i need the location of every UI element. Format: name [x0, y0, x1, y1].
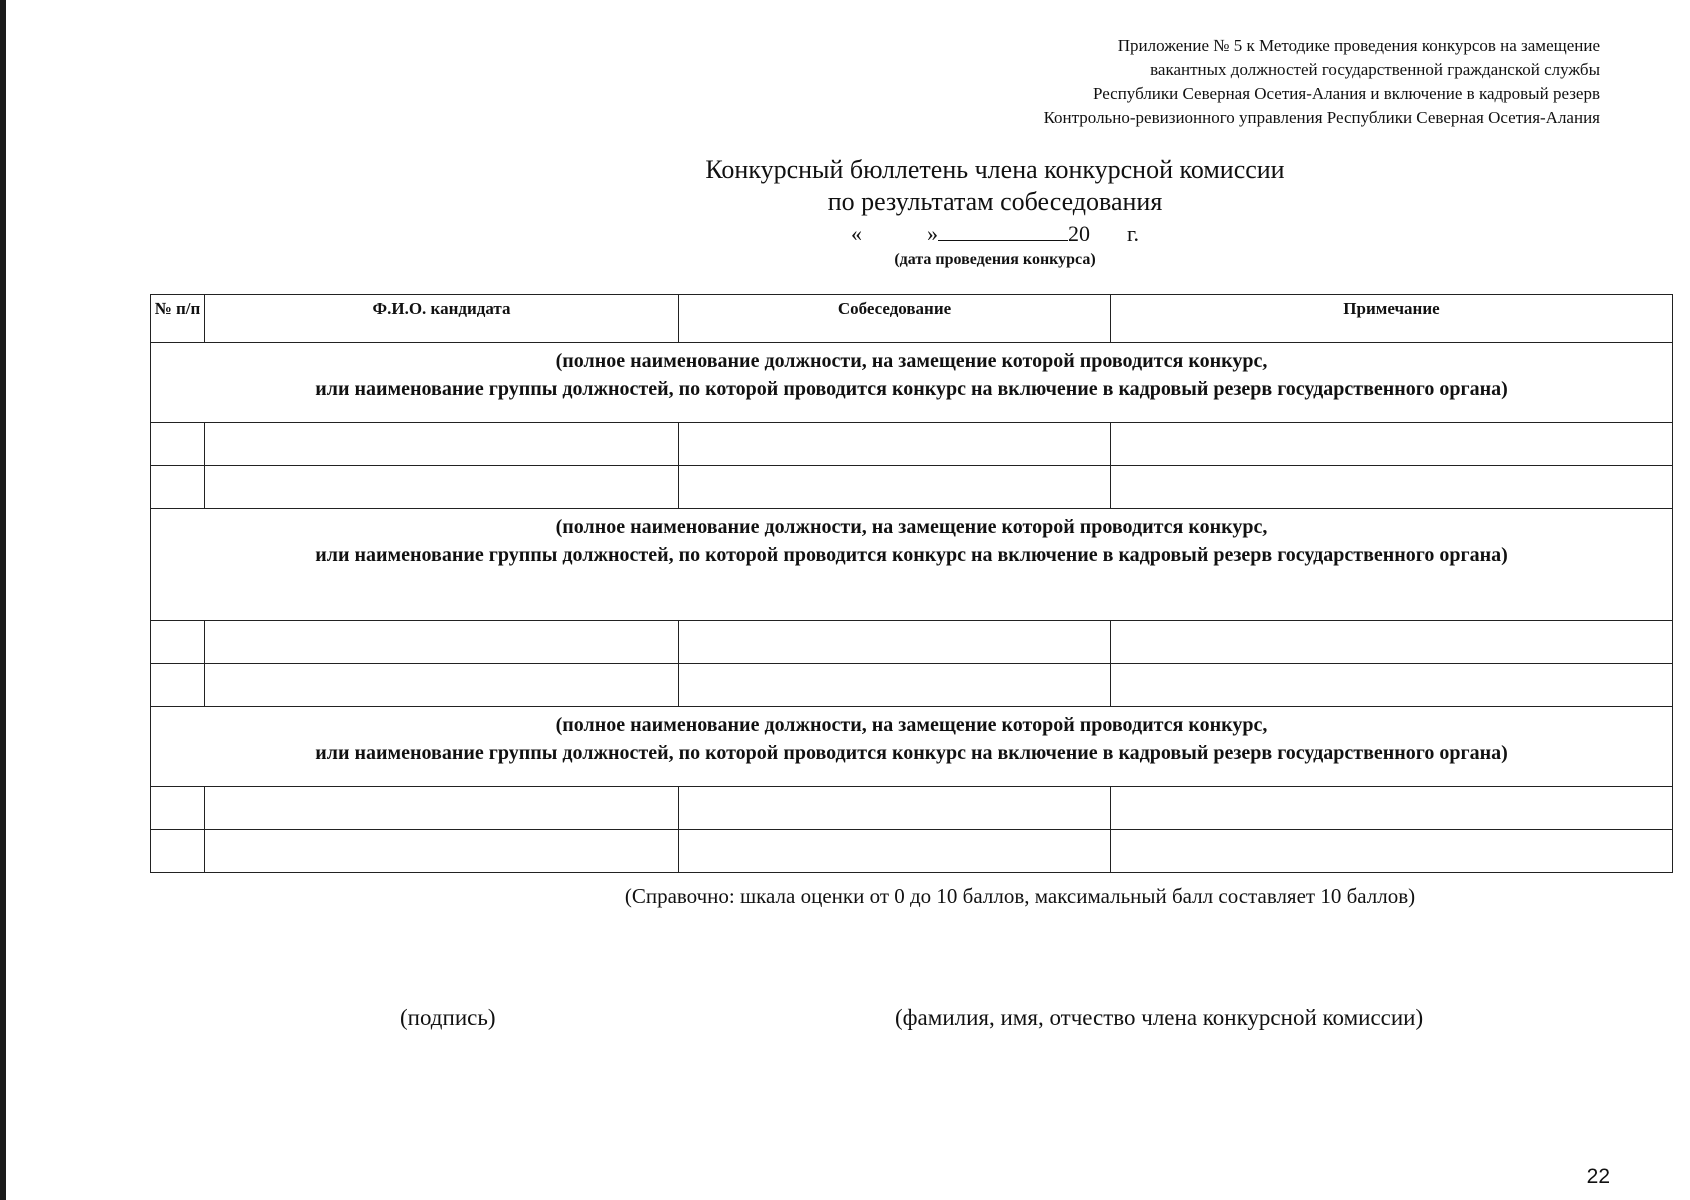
date-open-quote: « — [850, 221, 862, 246]
candidate-name-cell[interactable] — [205, 787, 679, 830]
ballot-title — [525, 154, 1465, 272]
table-row — [151, 787, 1673, 830]
position-group-label — [151, 707, 1673, 787]
column-header-interview: Собеседование — [679, 295, 1111, 343]
note-cell[interactable] — [1111, 423, 1673, 466]
date-caption: (дата проведения конкурса) — [894, 251, 1096, 268]
table-header-row — [151, 295, 1673, 343]
note-cell[interactable] — [1111, 830, 1673, 873]
note-cell[interactable] — [1111, 466, 1673, 509]
column-header-name: Ф.И.О. кандидата — [205, 295, 679, 343]
appendix-note-line: Контрольно-ревизионного управления Республики Северная Осетия-Алания — [1043, 108, 1600, 127]
number-cell[interactable] — [151, 621, 205, 664]
member-name-caption: (фамилия, имя, отчество члена конкурсной комиссии) — [895, 1005, 1424, 1030]
position-group-line: или наименование группы должностей, по которой проводится конкурс на включение в кадровый резерв государственного органа) — [315, 544, 1508, 566]
column-header-number: № п/п — [151, 295, 205, 343]
appendix-note-line: Приложение № 5 к Методике проведения конкурсов на замещение — [1117, 36, 1600, 55]
appendix-note — [700, 34, 1600, 130]
scan-edge — [0, 0, 6, 1200]
title-line-2: по результатам собеседования — [827, 187, 1163, 216]
position-group-row — [151, 509, 1673, 621]
position-group-line: или наименование группы должностей, по которой проводится конкурс на включение в кадровый резерв государственного органа) — [315, 742, 1508, 764]
position-group-label — [151, 509, 1673, 621]
interview-score-cell[interactable] — [679, 787, 1111, 830]
interview-score-cell[interactable] — [679, 830, 1111, 873]
note-cell[interactable] — [1111, 664, 1673, 707]
signature-caption: (подпись) — [400, 1005, 496, 1030]
position-group-line: (полное наименование должности, на замещение которой проводится конкурс, — [555, 516, 1268, 538]
page-number: 22 — [1586, 1165, 1610, 1188]
position-group-line: (полное наименование должности, на замещение которой проводится конкурс, — [555, 350, 1268, 372]
ballot-table — [150, 294, 1673, 873]
candidate-name-cell[interactable] — [205, 621, 679, 664]
interview-score-cell[interactable] — [679, 423, 1111, 466]
interview-score-cell[interactable] — [679, 466, 1111, 509]
number-cell[interactable] — [151, 423, 205, 466]
candidate-name-cell[interactable] — [205, 664, 679, 707]
number-cell[interactable] — [151, 466, 205, 509]
column-header-note: Примечание — [1111, 295, 1673, 343]
number-cell[interactable] — [151, 830, 205, 873]
date-close-quote: » — [926, 221, 938, 246]
date-blank — [938, 222, 1068, 241]
table-row — [151, 664, 1673, 707]
date-line — [525, 220, 1465, 248]
table-row — [151, 423, 1673, 466]
table-row — [151, 466, 1673, 509]
table-row — [151, 621, 1673, 664]
date-suffix: г. — [1126, 221, 1140, 246]
number-cell[interactable] — [151, 664, 205, 707]
title-line-1: Конкурсный бюллетень члена конкурсной комиссии — [705, 155, 1285, 184]
appendix-note-line: Республики Северная Осетия-Алания и включение в кадровый резерв — [1092, 84, 1600, 103]
position-group-line: (полное наименование должности, на замещение которой проводится конкурс, — [555, 714, 1268, 736]
candidate-name-cell[interactable] — [205, 830, 679, 873]
position-group-label — [151, 343, 1673, 423]
position-group-line: или наименование группы должностей, по которой проводится конкурс на включение в кадровый резерв государственного органа) — [315, 378, 1508, 400]
candidate-name-cell[interactable] — [205, 423, 679, 466]
table-row — [151, 830, 1673, 873]
scoring-reference-note: (Справочно: шкала оценки от 0 до 10 баллов, максимальный балл составляет 10 баллов) — [624, 884, 1416, 908]
note-cell[interactable] — [1111, 787, 1673, 830]
number-cell[interactable] — [151, 787, 205, 830]
candidate-name-cell[interactable] — [205, 466, 679, 509]
interview-score-cell[interactable] — [679, 621, 1111, 664]
note-cell[interactable] — [1111, 621, 1673, 664]
date-year: 20 — [1067, 221, 1090, 246]
appendix-note-line: вакантных должностей государственной гражданской службы — [1150, 60, 1600, 79]
position-group-row — [151, 343, 1673, 423]
position-group-row — [151, 707, 1673, 787]
interview-score-cell[interactable] — [679, 664, 1111, 707]
